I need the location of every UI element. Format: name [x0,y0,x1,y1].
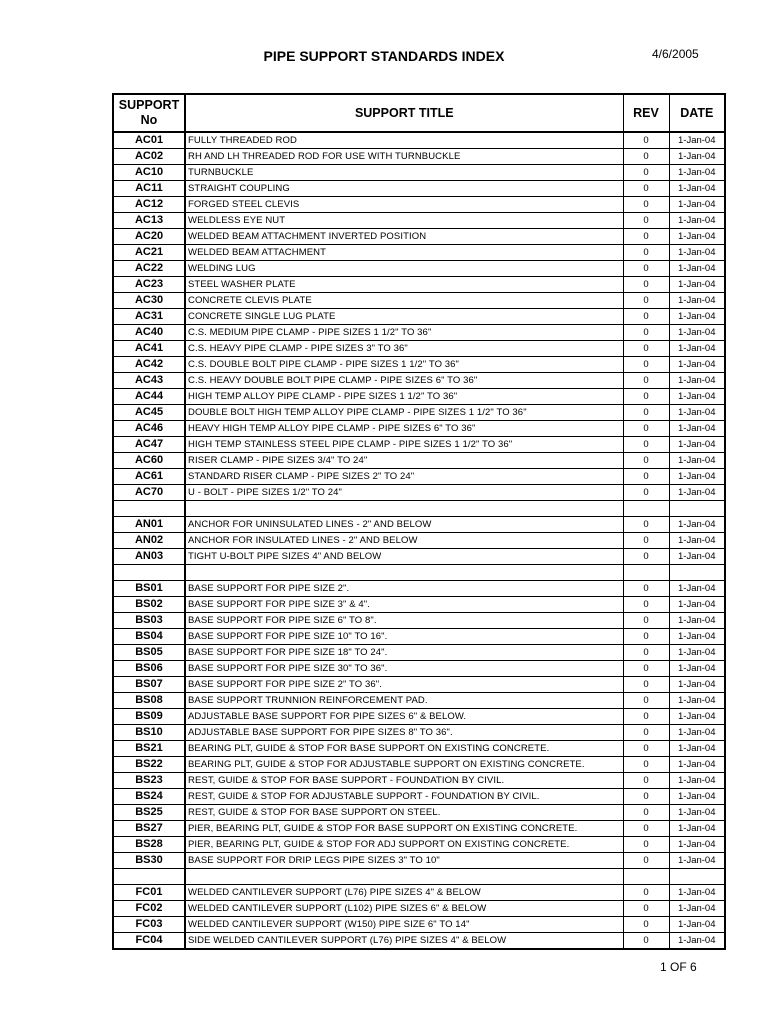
revision-date: 1-Jan-04 [669,645,725,661]
revision-date: 1-Jan-04 [669,293,725,309]
revision-date: 1-Jan-04 [669,885,725,901]
table-row [113,469,725,485]
revision-date: 1-Jan-04 [669,693,725,709]
revision: 0 [623,197,669,213]
support-title: RISER CLAMP - PIPE SIZES 3/4" TO 24" [185,453,623,469]
revision-date: 1-Jan-04 [669,773,725,789]
support-code: AC40 [113,325,185,341]
support-title: ADJUSTABLE BASE SUPPORT FOR PIPE SIZES 8" TO 36". [185,725,623,741]
support-code: AC30 [113,293,185,309]
revision: 0 [623,917,669,933]
revision-date: 1-Jan-04 [669,389,725,405]
revision-date: 1-Jan-04 [669,132,725,149]
revision-date: 1-Jan-04 [669,757,725,773]
header-date: DATE [669,94,725,132]
revision-date: 1-Jan-04 [669,533,725,549]
revision: 0 [623,725,669,741]
standards-table [112,93,726,950]
revision-date: 1-Jan-04 [669,901,725,917]
revision: 0 [623,549,669,565]
revision: 0 [623,437,669,453]
revision-date: 1-Jan-04 [669,581,725,597]
table-row [113,229,725,245]
support-title: WELDED CANTILEVER SUPPORT (L102) PIPE SIZES 6" & BELOW [185,901,623,917]
support-title: BASE SUPPORT FOR PIPE SIZE 10" TO 16". [185,629,623,645]
revision-date: 1-Jan-04 [669,453,725,469]
table-row [113,309,725,325]
revision: 0 [623,341,669,357]
header-support-no [113,94,185,132]
support-title [185,565,623,581]
support-title: WELDING LUG [185,261,623,277]
revision: 0 [623,405,669,421]
table-row [113,885,725,901]
revision: 0 [623,261,669,277]
revision: 0 [623,757,669,773]
revision: 0 [623,165,669,181]
revision-date: 1-Jan-04 [669,405,725,421]
support-title: REST, GUIDE & STOP FOR ADJUSTABLE SUPPORT - FOUNDATION BY CIVIL. [185,789,623,805]
table-row [113,549,725,565]
support-code: BS06 [113,661,185,677]
support-code: AC23 [113,277,185,293]
support-code: BS21 [113,741,185,757]
support-code: AC31 [113,309,185,325]
revision-date: 1-Jan-04 [669,485,725,501]
support-code: AN02 [113,533,185,549]
support-title: ANCHOR FOR UNINSULATED LINES - 2" AND BELOW [185,517,623,533]
revision [623,869,669,885]
support-title: HIGH TEMP ALLOY PIPE CLAMP - PIPE SIZES 1 1/2" TO 36" [185,389,623,405]
support-title: STANDARD RISER CLAMP - PIPE SIZES 2" TO 24" [185,469,623,485]
table-row [113,437,725,453]
revision-date: 1-Jan-04 [669,421,725,437]
revision-date: 1-Jan-04 [669,789,725,805]
table-row [113,421,725,437]
revision-date: 1-Jan-04 [669,853,725,869]
revision: 0 [623,453,669,469]
support-title: PIER, BEARING PLT, GUIDE & STOP FOR ADJ SUPPORT ON EXISTING CONCRETE. [185,837,623,853]
revision: 0 [623,677,669,693]
revision: 0 [623,661,669,677]
table-row [113,517,725,533]
support-title: WELDLESS EYE NUT [185,213,623,229]
revision: 0 [623,901,669,917]
support-code: BS25 [113,805,185,821]
revision-date: 1-Jan-04 [669,197,725,213]
revision: 0 [623,229,669,245]
revision: 0 [623,789,669,805]
revision: 0 [623,613,669,629]
support-code: FC04 [113,933,185,950]
table-row [113,933,725,950]
revision: 0 [623,245,669,261]
table-row [113,837,725,853]
support-code: BS03 [113,613,185,629]
support-code: BS02 [113,597,185,613]
support-title: HEAVY HIGH TEMP ALLOY PIPE CLAMP - PIPE SIZES 6" TO 36" [185,421,623,437]
support-title: WELDED CANTILEVER SUPPORT (L76) PIPE SIZES 4" & BELOW [185,885,623,901]
support-code: FC01 [113,885,185,901]
support-title: SIDE WELDED CANTILEVER SUPPORT (L76) PIPE SIZES 4" & BELOW [185,933,623,950]
revision-date [669,869,725,885]
revision: 0 [623,213,669,229]
revision: 0 [623,517,669,533]
revision-date: 1-Jan-04 [669,837,725,853]
support-title: CONCRETE SINGLE LUG PLATE [185,309,623,325]
support-code: AN01 [113,517,185,533]
support-code: AC47 [113,437,185,453]
table-row [113,597,725,613]
revision: 0 [623,373,669,389]
document-date: 4/6/2005 [652,47,699,61]
table-row [113,405,725,421]
support-code: AC12 [113,197,185,213]
support-title: FULLY THREADED ROD [185,132,623,149]
table-row [113,773,725,789]
support-code: BS08 [113,693,185,709]
table-row [113,261,725,277]
support-title: BASE SUPPORT FOR DRIP LEGS PIPE SIZES 3" TO 10" [185,853,623,869]
table-row [113,789,725,805]
table-row [113,821,725,837]
revision: 0 [623,805,669,821]
table-row [113,613,725,629]
table-row [113,725,725,741]
revision-date: 1-Jan-04 [669,661,725,677]
table-row [113,389,725,405]
revision: 0 [623,325,669,341]
header-support-title: SUPPORT TITLE [185,94,623,132]
table-row [113,709,725,725]
support-code: BS10 [113,725,185,741]
support-code: BS22 [113,757,185,773]
table-row [113,197,725,213]
table-row [113,805,725,821]
revision-date: 1-Jan-04 [669,357,725,373]
support-title: U - BOLT - PIPE SIZES 1/2" TO 24" [185,485,623,501]
revision-date: 1-Jan-04 [669,261,725,277]
revision-date [669,565,725,581]
revision: 0 [623,181,669,197]
revision: 0 [623,132,669,149]
revision-date: 1-Jan-04 [669,469,725,485]
support-title: BEARING PLT, GUIDE & STOP FOR BASE SUPPORT ON EXISTING CONCRETE. [185,741,623,757]
table-row [113,629,725,645]
revision: 0 [623,709,669,725]
support-code: AC61 [113,469,185,485]
support-title: TURNBUCKLE [185,165,623,181]
table-row [113,661,725,677]
revision: 0 [623,885,669,901]
revision-date: 1-Jan-04 [669,165,725,181]
table-row [113,677,725,693]
support-title: ANCHOR FOR INSULATED LINES - 2" AND BELOW [185,533,623,549]
revision: 0 [623,293,669,309]
support-title: WELDED BEAM ATTACHMENT INVERTED POSITION [185,229,623,245]
support-title: C.S. HEAVY PIPE CLAMP - PIPE SIZES 3" TO 36" [185,341,623,357]
revision: 0 [623,645,669,661]
table-row [113,277,725,293]
support-title: BEARING PLT, GUIDE & STOP FOR ADJUSTABLE SUPPORT ON EXISTING CONCRETE. [185,757,623,773]
support-code: BS24 [113,789,185,805]
revision-date: 1-Jan-04 [669,517,725,533]
support-title: BASE SUPPORT FOR PIPE SIZE 3" & 4". [185,597,623,613]
support-title: WELDED CANTILEVER SUPPORT (W150) PIPE SIZE 6" TO 14" [185,917,623,933]
header-rev: REV [623,94,669,132]
support-code: BS28 [113,837,185,853]
revision-date: 1-Jan-04 [669,613,725,629]
revision-date: 1-Jan-04 [669,437,725,453]
table-row [113,581,725,597]
table-row [113,741,725,757]
revision: 0 [623,421,669,437]
header-support-no-line: SUPPORT [118,98,180,112]
revision: 0 [623,837,669,853]
table-row [113,901,725,917]
support-title: CONCRETE CLEVIS PLATE [185,293,623,309]
support-code: AN03 [113,549,185,565]
support-code: BS01 [113,581,185,597]
support-code [113,565,185,581]
support-code: BS07 [113,677,185,693]
revision-date: 1-Jan-04 [669,213,725,229]
table-row [113,373,725,389]
table-row [113,853,725,869]
support-title: TIGHT U-BOLT PIPE SIZES 4" AND BELOW [185,549,623,565]
table-spacer-row [113,501,725,517]
support-code: BS05 [113,645,185,661]
table-row [113,165,725,181]
support-code: AC41 [113,341,185,357]
support-code: AC20 [113,229,185,245]
revision: 0 [623,933,669,950]
revision: 0 [623,821,669,837]
support-code: FC02 [113,901,185,917]
support-title: BASE SUPPORT FOR PIPE SIZE 18" TO 24". [185,645,623,661]
support-code: AC13 [113,213,185,229]
revision: 0 [623,853,669,869]
support-title: REST, GUIDE & STOP FOR BASE SUPPORT ON STEEL. [185,805,623,821]
support-code [113,501,185,517]
revision-date [669,501,725,517]
support-title [185,869,623,885]
support-title: BASE SUPPORT FOR PIPE SIZE 30" TO 36". [185,661,623,677]
revision-date: 1-Jan-04 [669,677,725,693]
table-row [113,341,725,357]
header-support-no-line: No [140,113,158,127]
support-code: AC60 [113,453,185,469]
revision: 0 [623,597,669,613]
revision-date: 1-Jan-04 [669,277,725,293]
support-code: AC42 [113,357,185,373]
support-code: AC21 [113,245,185,261]
revision: 0 [623,581,669,597]
table-row [113,757,725,773]
revision-date: 1-Jan-04 [669,805,725,821]
support-code: FC03 [113,917,185,933]
revision-date: 1-Jan-04 [669,373,725,389]
table-row [113,533,725,549]
table-row [113,213,725,229]
revision: 0 [623,277,669,293]
revision-date: 1-Jan-04 [669,341,725,357]
support-code: AC44 [113,389,185,405]
support-title: C.S. DOUBLE BOLT PIPE CLAMP - PIPE SIZES 1 1/2" TO 36" [185,357,623,373]
support-code: BS09 [113,709,185,725]
table-row [113,293,725,309]
revision-date: 1-Jan-04 [669,325,725,341]
support-code: BS04 [113,629,185,645]
support-code [113,869,185,885]
revision-date: 1-Jan-04 [669,245,725,261]
table-row [113,325,725,341]
support-code: BS27 [113,821,185,837]
revision: 0 [623,533,669,549]
revision: 0 [623,741,669,757]
revision: 0 [623,309,669,325]
table-row [113,357,725,373]
support-title: C.S. HEAVY DOUBLE BOLT PIPE CLAMP - PIPE SIZES 6" TO 36" [185,373,623,389]
support-title: ADJUSTABLE BASE SUPPORT FOR PIPE SIZES 6" & BELOW. [185,709,623,725]
revision-date: 1-Jan-04 [669,725,725,741]
revision: 0 [623,693,669,709]
table-row [113,149,725,165]
document-title: PIPE SUPPORT STANDARDS INDEX [263,48,505,64]
support-title: BASE SUPPORT FOR PIPE SIZE 6" TO 8". [185,613,623,629]
revision: 0 [623,629,669,645]
support-title: BASE SUPPORT FOR PIPE SIZE 2". [185,581,623,597]
revision-date: 1-Jan-04 [669,741,725,757]
support-title: STEEL WASHER PLATE [185,277,623,293]
support-code: AC11 [113,181,185,197]
table-row [113,917,725,933]
revision-date: 1-Jan-04 [669,229,725,245]
revision-date: 1-Jan-04 [669,709,725,725]
support-code: AC22 [113,261,185,277]
revision-date: 1-Jan-04 [669,181,725,197]
table-spacer-row [113,565,725,581]
support-code: BS30 [113,853,185,869]
table-row [113,693,725,709]
table-row [113,245,725,261]
support-title: DOUBLE BOLT HIGH TEMP ALLOY PIPE CLAMP - PIPE SIZES 1 1/2" TO 36" [185,405,623,421]
table-row [113,453,725,469]
revision-date: 1-Jan-04 [669,629,725,645]
revision-date: 1-Jan-04 [669,917,725,933]
support-title [185,501,623,517]
revision-date: 1-Jan-04 [669,149,725,165]
revision [623,501,669,517]
revision-date: 1-Jan-04 [669,309,725,325]
support-code: AC46 [113,421,185,437]
support-code: AC70 [113,485,185,501]
revision: 0 [623,389,669,405]
page-number: 1 OF 6 [660,960,697,974]
revision: 0 [623,149,669,165]
revision: 0 [623,357,669,373]
support-title: RH AND LH THREADED ROD FOR USE WITH TURNBUCKLE [185,149,623,165]
support-code: AC01 [113,132,185,149]
support-code: AC10 [113,165,185,181]
support-title: BASE SUPPORT TRUNNION REINFORCEMENT PAD. [185,693,623,709]
support-title: PIER, BEARING PLT, GUIDE & STOP FOR BASE SUPPORT ON EXISTING CONCRETE. [185,821,623,837]
table-row [113,181,725,197]
table-row [113,132,725,149]
table-row [113,645,725,661]
support-code: AC45 [113,405,185,421]
support-code: AC43 [113,373,185,389]
support-title: STRAIGHT COUPLING [185,181,623,197]
support-title: HIGH TEMP STAINLESS STEEL PIPE CLAMP - PIPE SIZES 1 1/2" TO 36" [185,437,623,453]
revision-date: 1-Jan-04 [669,821,725,837]
revision-date: 1-Jan-04 [669,597,725,613]
table-spacer-row [113,869,725,885]
support-title: C.S. MEDIUM PIPE CLAMP - PIPE SIZES 1 1/2" TO 36" [185,325,623,341]
table-row [113,485,725,501]
revision-date: 1-Jan-04 [669,549,725,565]
revision-date: 1-Jan-04 [669,933,725,950]
revision [623,565,669,581]
support-title: FORGED STEEL CLEVIS [185,197,623,213]
support-code: BS23 [113,773,185,789]
support-code: AC02 [113,149,185,165]
support-title: WELDED BEAM ATTACHMENT [185,245,623,261]
revision: 0 [623,773,669,789]
support-title: BASE SUPPORT FOR PIPE SIZE 2" TO 36". [185,677,623,693]
revision: 0 [623,469,669,485]
support-title: REST, GUIDE & STOP FOR BASE SUPPORT - FOUNDATION BY CIVIL. [185,773,623,789]
revision: 0 [623,485,669,501]
table-header-row [113,94,725,132]
